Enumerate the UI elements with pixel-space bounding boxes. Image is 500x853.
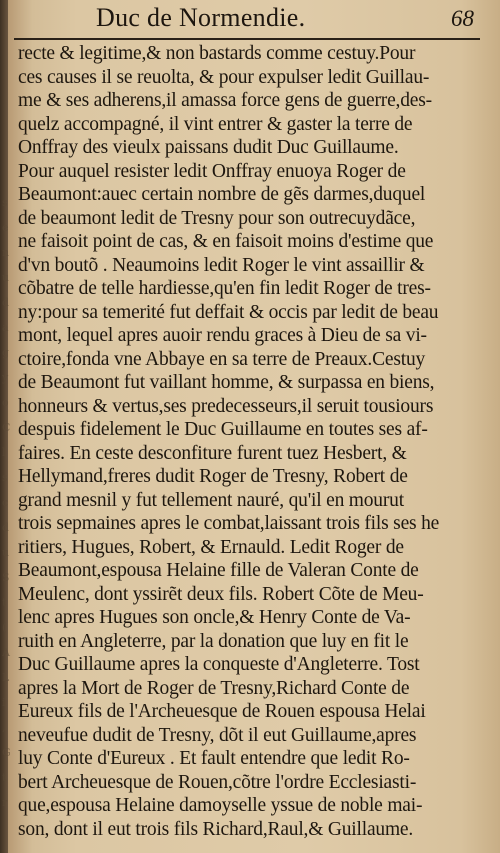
running-title: Duc de Normendie. <box>96 3 306 32</box>
text-line: me & ses adherens,il amassa force gens de guerre,des- <box>18 90 432 111</box>
text-line: lenc apres Hugues son oncle,& Henry Conte de Va- <box>18 607 411 628</box>
text-line: quelz accompagné, il vint entrer & gaster la terre de <box>18 113 413 135</box>
margin-fragment: t <box>2 596 7 609</box>
text-line: ctoire,fonda vne Abbaye en sa terre de Preaux.Cestuy <box>18 348 426 370</box>
margin-fragment: o <box>2 396 9 409</box>
text-line: bert Archeuesque de Rouen,cõtre l'ordre Ecclesiasti- <box>18 771 417 793</box>
text-line: Meulenc, dont yssirẽt deux fils. Robert Cõte de Meu- <box>18 583 424 605</box>
text-line: ny:pour sa temerité fut deffait & occis par ledit de beau <box>18 301 439 323</box>
text-line: d'vn boutõ . Neaumoins ledit Roger le vint assaillir & <box>18 254 425 276</box>
margin-fragment: i <box>2 696 6 709</box>
margin-fragment: u <box>2 546 10 559</box>
text-line: despuis fidelement le Duc Guillaume en toutes ses af- <box>18 419 428 440</box>
margin-fragment: A <box>2 646 10 659</box>
text-line: ne faisoit point de cas, & en faisoit moins d'estime que <box>18 231 434 252</box>
facing-page-margin-fragments <box>2 190 12 815</box>
margin-fragment: a <box>2 321 9 334</box>
margin-fragment: u <box>2 271 10 284</box>
margin-fragment: e <box>2 221 9 234</box>
text-line: faires. En ceste desconfiture furent tuez Hesbert, & <box>18 442 407 464</box>
text-line: Beaumont,espousa Helaine fille de Valeran Conte de <box>18 560 419 581</box>
margin-fragment: G <box>2 746 11 759</box>
text-line: mont, lequel apres auoir rendu graces à Dieu de sa vi- <box>18 325 427 346</box>
margin-fragment: t <box>2 771 7 784</box>
margin-fragment: n <box>2 246 10 259</box>
page-number: 68 <box>451 6 474 31</box>
margin-fragment: C <box>2 421 11 434</box>
margin-fragment: ( <box>2 621 7 634</box>
text-line: que,espousa Helaine damoyselle yssue de noble mai- <box>18 795 423 816</box>
margin-fragment: y <box>2 371 9 384</box>
text-line: recte & legitime,& non bastards comme cestuy.Pour <box>18 43 416 64</box>
text-line: son, dont il eut trois fils Richard,Raul,& Guillaume. <box>18 818 414 840</box>
margin-fragment: g <box>2 346 10 359</box>
margin-fragment: r <box>2 796 8 809</box>
text-line: grand mesnil y fut tellement nauré, qu'il en mourut <box>18 489 404 511</box>
margin-fragment: d <box>2 296 10 309</box>
text-line: Beaumont:auec certain nombre de gẽs darmes,duquel <box>18 184 426 205</box>
margin-fragment: s <box>2 196 8 209</box>
text-line: neveufue dudit de Tresny, dõt il eut Guillaume,apres <box>18 724 417 746</box>
margin-fragment: L <box>2 671 10 684</box>
margin-fragment: S <box>2 571 10 584</box>
body-text <box>18 42 488 841</box>
text-line: trois sepmaines apres le combat,laissant trois fils ses he <box>18 513 440 534</box>
text-line: Eureux fils de l'Archeuesque de Rouen espousa Helai <box>18 701 426 722</box>
text-line: honneurs & vertus,ses predecesseurs,il seruit tousiours <box>18 395 434 417</box>
text-line: Duc Guillaume apres la conqueste d'Angleterre. Tost <box>18 654 420 675</box>
margin-fragment: s <box>2 471 8 484</box>
text-line: apres la Mort de Roger de Tresny,Richard Conte de <box>18 677 410 699</box>
text-line: de beaumont ledit de Tresny pour son outrecuydãce, <box>18 207 416 229</box>
margin-fragment: c <box>2 496 9 509</box>
text-line: cõbatre de telle hardiesse,qu'en fin ledit Roger de tres- <box>18 278 431 299</box>
margin-fragment: l <box>2 446 6 459</box>
text-line: ritiers, Hugues, Robert, & Ernauld. Ledit Roger de <box>18 536 404 558</box>
text-line: luy Conte d'Eureux . Et fault entendre que ledit Ro- <box>18 748 410 769</box>
text-line: Hellymand,freres dudit Roger de Tresny, Robert de <box>18 466 408 487</box>
header-rule <box>14 38 480 40</box>
margin-fragment: , <box>2 721 6 734</box>
text-line: de Beaumont fut vaillant homme, & surpassa en biens, <box>18 372 435 393</box>
text-line: Pour auquel resister ledit Onffray enuoya Roger de <box>18 160 406 182</box>
margin-fragment: d <box>2 521 10 534</box>
text-line: ruith en Angleterre, par la donation que luy en fit le <box>18 630 409 652</box>
text-line: ces causes il se reuolta, & pour expulser ledit Guillau- <box>18 66 430 88</box>
text-line: Onffray des vieulx paissans dudit Duc Guillaume. <box>18 137 399 158</box>
